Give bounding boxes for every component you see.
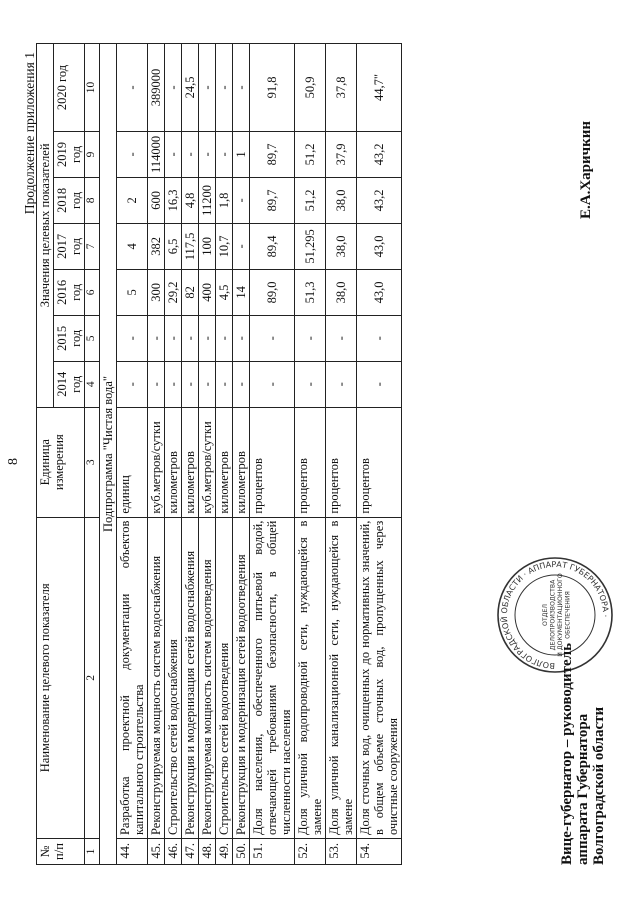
indicator-value: 5 (116, 269, 147, 315)
stamp-center-line: ОТДЕЛ (542, 603, 549, 627)
indicator-value: - (356, 361, 401, 407)
table-row (164, 44, 181, 865)
indicator-value: - (116, 131, 147, 177)
indicator-name: Реконструируемая мощность систем водоснабжения (147, 517, 164, 838)
header-colnum-row (85, 44, 100, 865)
indicator-value: 389000 (147, 44, 164, 132)
indicator-unit: процентов (294, 407, 325, 517)
indicator-value: 38,0 (325, 223, 356, 269)
table-row (325, 44, 356, 865)
header-num: № п/п (37, 839, 85, 865)
indicator-value: 43,2 (356, 131, 401, 177)
indicator-name: Строительство сетей водоснабжения (164, 517, 181, 838)
indicator-value: - (147, 315, 164, 361)
indicator-value: 50,9 (294, 44, 325, 132)
indicator-value: - (232, 315, 249, 361)
indicator-value: - (116, 315, 147, 361)
indicator-unit: куб.метров/сутки (198, 407, 215, 517)
header-unit: Единица измерения (37, 407, 85, 517)
header-column-number: 6 (85, 269, 100, 315)
indicator-value: 43,0 (356, 269, 401, 315)
indicator-value: - (116, 361, 147, 407)
indicator-unit: километров (181, 407, 198, 517)
table-row (198, 44, 215, 865)
row-number: 48. (198, 839, 215, 865)
indicator-unit: единиц (116, 407, 147, 517)
stamp-center-line: И ДОКУМЕНТАЦИОННОГО (557, 573, 564, 657)
row-number: 52. (294, 839, 325, 865)
indicator-value: - (325, 315, 356, 361)
indicator-value: - (232, 177, 249, 223)
indicator-value: 51,2 (294, 177, 325, 223)
signature-block (560, 643, 607, 865)
indicator-value: 14 (232, 269, 249, 315)
stamp-center-line: ОБЕСПЕЧЕНИЯ (564, 591, 572, 639)
indicator-unit: процентов (325, 407, 356, 517)
header-name: Наименование целевого показателя (37, 517, 85, 838)
table-row (116, 44, 147, 865)
indicator-value: 37,9 (325, 131, 356, 177)
stamp-ring-text: ВОЛГОГРАДСКОЙ ОБЛАСТИ · АППАРАТ ГУБЕРНАТОРА · (499, 559, 611, 671)
indicator-unit: процентов (249, 407, 294, 517)
row-number: 44. (116, 839, 147, 865)
indicator-value: - (198, 131, 215, 177)
indicator-value: 382 (147, 223, 164, 269)
indicator-value: - (215, 315, 232, 361)
indicators-table (36, 43, 402, 865)
row-number: 47. (181, 839, 198, 865)
continuation-note: Продолжение приложения 1 (22, 52, 37, 215)
indicator-value: 600 (147, 177, 164, 223)
indicator-value: - (215, 361, 232, 407)
header-year: 2014 год (54, 361, 85, 407)
header-column-number: 9 (85, 131, 100, 177)
header-year: 2019 год (54, 131, 85, 177)
indicator-value: 1,8 (215, 177, 232, 223)
indicator-value: 29,2 (164, 269, 181, 315)
stamp-center-line: ДЕЛОПРОИЗВОДСТВА (549, 579, 557, 651)
indicator-value: 400 (198, 269, 215, 315)
row-number: 45. (147, 839, 164, 865)
header-year: 2016 год (54, 269, 85, 315)
row-number: 46. (164, 839, 181, 865)
indicator-value: 24,5 (181, 44, 198, 132)
header-column-number: 10 (85, 44, 100, 132)
indicator-value: 11200 (198, 177, 215, 223)
table-row (356, 44, 401, 865)
indicator-value: - (294, 361, 325, 407)
indicator-value: 114000 (147, 131, 164, 177)
indicator-name: Доля сточных вод, очищенных до нормативных значений, в общем объеме сточных вод, пропущенных через очистные сооружения (356, 517, 401, 838)
indicator-unit: километров (215, 407, 232, 517)
indicator-value: 51,2 (294, 131, 325, 177)
signature-line-3: Волгоградской области (590, 706, 607, 865)
header-row-1 (37, 44, 54, 865)
indicator-name: Доля уличной канализационной сети, нуждающейся в замене (325, 517, 356, 838)
signature-line-2: аппарата Губернатора (574, 713, 591, 865)
row-number: 51. (249, 839, 294, 865)
indicator-value: - (215, 131, 232, 177)
indicator-value: - (215, 44, 232, 132)
section-row (99, 44, 116, 865)
header-column-number: 3 (85, 407, 100, 517)
indicator-value: - (181, 315, 198, 361)
header-column-number: 2 (85, 517, 100, 838)
header-values: Значения целевых показателей (37, 44, 54, 408)
indicator-name: Доля населения, обеспеченного питьевой водой, отвечающей требованиям безопасности, в общей численности населения (249, 517, 294, 838)
indicator-value: 89,7 (249, 177, 294, 223)
section-title: Подпрограмма "Чистая вода" (99, 44, 116, 865)
table-row (215, 44, 232, 865)
indicator-unit: километров (232, 407, 249, 517)
indicator-value: - (294, 315, 325, 361)
indicator-value: - (181, 131, 198, 177)
header-year: 2017 год (54, 223, 85, 269)
indicator-name: Реконструкция и модернизация сетей водоснабжения (181, 517, 198, 838)
row-number: 53. (325, 839, 356, 865)
indicator-name: Разработка проектной документации объектов капитального строительства (116, 517, 147, 838)
indicator-value: - (198, 361, 215, 407)
header-column-number: 4 (85, 361, 100, 407)
indicator-value: - (164, 131, 181, 177)
indicator-value: 4,5 (215, 269, 232, 315)
header-year: 2015 год (54, 315, 85, 361)
indicator-value: 51,3 (294, 269, 325, 315)
indicator-value: 51,295 (294, 223, 325, 269)
indicator-value: 89,4 (249, 223, 294, 269)
indicator-value: 10,7 (215, 223, 232, 269)
indicator-value: 38,0 (325, 269, 356, 315)
indicator-value: 38,0 (325, 177, 356, 223)
indicator-value: - (164, 361, 181, 407)
indicator-value: 89,0 (249, 269, 294, 315)
indicator-value: - (249, 361, 294, 407)
indicator-value: - (116, 44, 147, 132)
indicator-value: 89,7 (249, 131, 294, 177)
header-column-number: 8 (85, 177, 100, 223)
indicator-name: Доля уличной водопроводной сети, нуждающейся в замене (294, 517, 325, 838)
indicator-value: 1 (232, 131, 249, 177)
indicator-value: - (232, 44, 249, 132)
indicator-value: - (164, 44, 181, 132)
table-row (232, 44, 249, 865)
indicator-value: 100 (198, 223, 215, 269)
indicator-value: 2 (116, 177, 147, 223)
indicator-value: - (325, 361, 356, 407)
indicator-value: - (249, 315, 294, 361)
indicator-value: 43,2 (356, 177, 401, 223)
indicator-value: 4,8 (181, 177, 198, 223)
page-number: 8 (6, 458, 21, 465)
indicator-value: - (198, 315, 215, 361)
header-column-number: 5 (85, 315, 100, 361)
indicator-value: 44,7" (356, 44, 401, 132)
row-number: 50. (232, 839, 249, 865)
table-row (294, 44, 325, 865)
indicator-value: - (232, 223, 249, 269)
header-column-number: 7 (85, 223, 100, 269)
signer-name: Е.А.Харичкин (578, 120, 594, 219)
indicator-value: 16,3 (164, 177, 181, 223)
indicator-value: - (356, 315, 401, 361)
indicator-value: 6,5 (164, 223, 181, 269)
indicator-value: 37,8 (325, 44, 356, 132)
table-row (147, 44, 164, 865)
header-year: 2018 год (54, 177, 85, 223)
indicator-value: 117,5 (181, 223, 198, 269)
indicator-unit: куб.метров/сутки (147, 407, 164, 517)
indicator-value: 300 (147, 269, 164, 315)
row-number: 54. (356, 839, 401, 865)
indicator-value: 91,8 (249, 44, 294, 132)
indicator-unit: процентов (356, 407, 401, 517)
indicator-value: 4 (116, 223, 147, 269)
indicator-value: 43,0 (356, 223, 401, 269)
header-year: 2020 год (54, 44, 85, 132)
indicator-value: - (232, 361, 249, 407)
indicator-value: - (147, 361, 164, 407)
header-column-number: 1 (85, 839, 100, 865)
indicator-name: Реконструкция и модернизация сетей водоотведения (232, 517, 249, 838)
table-row (249, 44, 294, 865)
table-row (181, 44, 198, 865)
indicator-value: - (164, 315, 181, 361)
row-number: 49. (215, 839, 232, 865)
indicator-name: Строительство сетей водоотведения (215, 517, 232, 838)
indicator-name: Реконструируемая мощность систем водоотведения (198, 517, 215, 838)
signature-line-1: Вице-губернатор – руководитель (559, 642, 575, 865)
indicator-value: 82 (181, 269, 198, 315)
indicator-unit: километров (164, 407, 181, 517)
indicator-value: - (198, 44, 215, 132)
indicator-value: - (181, 361, 198, 407)
